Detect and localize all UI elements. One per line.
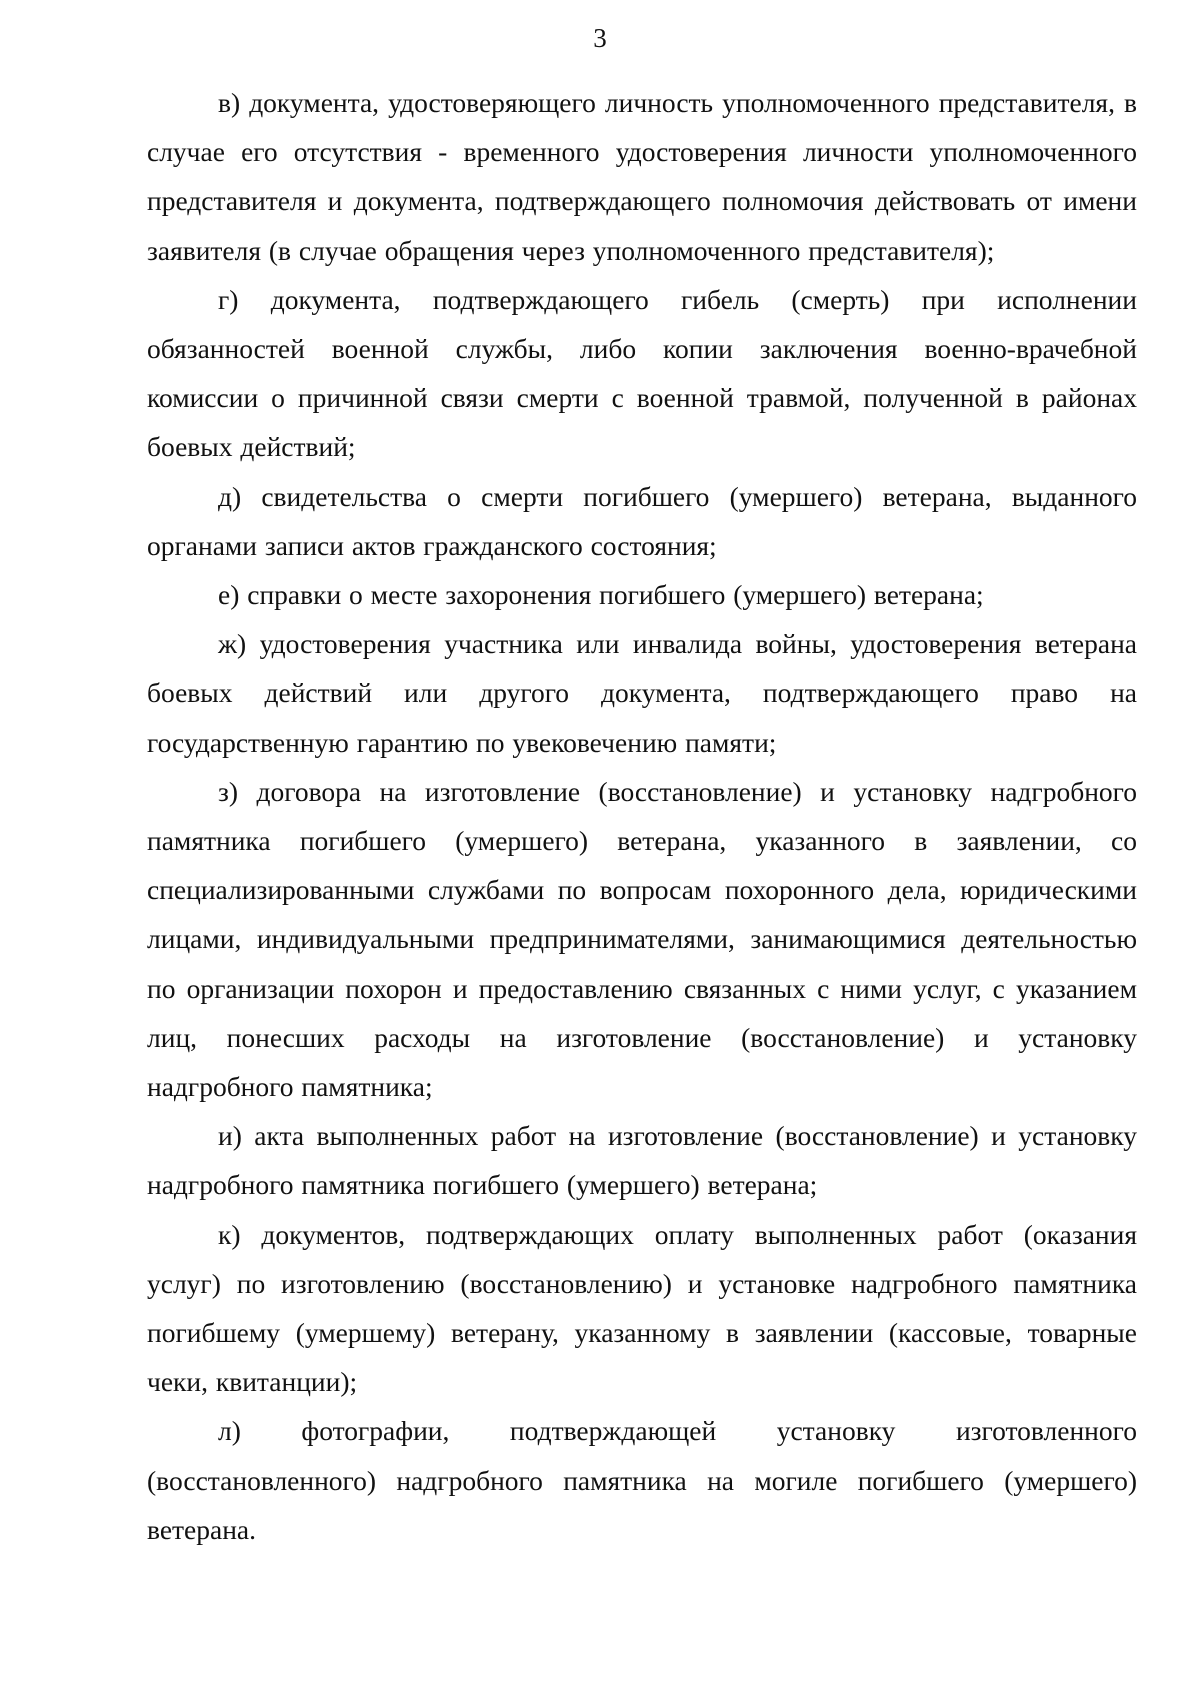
list-item-l: л) фотографии, подтверждающей установку изготовленного (восстановленного) надгробного памятника на могиле погибшего (умершего) ветерана. (147, 1415, 1137, 1545)
list-item-g: г) документа, подтверждающего гибель (смерть) при исполнении обязанностей военной службы, либо копии заключения военно-врачебной комиссии о причинной связи смерти с военной травмой, полученной в районах боевых действий; (147, 283, 1137, 463)
list-item-z: з) договора на изготовление (восстановление) и установку надгробного памятника погибшего (умершего) ветерана, указанного в заявлении, со специализированными службами по вопросам похоронного дела, юридическими лицами, индивидуальными предпринимателями, занимающимися деятельностью по организации похорон и предоставлению связанных с ними услуг, с указанием лиц, понесших расходы на изготовление (восстановление) и установку надгробного памятника; (147, 775, 1137, 1103)
list-item-v: в) документа, удостоверяющего личность уполномоченного представителя, в случае его отсутствия - временного удостоверения личности уполномоченного представителя и документа, подтверждающего полномочия действовать от имени заявителя (в случае обращения через уполномоченного представителя); (147, 87, 1137, 266)
list-item-d: д) свидетельства о смерти погибшего (умершего) ветерана, выданного органами записи актов гражданского состояния; (147, 480, 1137, 561)
list-item-e: е) справки о месте захоронения погибшего (умершего) ветерана; (218, 579, 984, 611)
list-item-k: к) документов, подтверждающих оплату выполненных работ (оказания услуг) по изготовлению (восстановлению) и установке надгробного памятника погибшему (умершему) ветерану, указанному в заявлении (кассовые, товарные чеки, квитанции); (147, 1218, 1137, 1398)
document-body (147, 78, 1137, 1554)
list-item-zh: ж) удостоверения участника или инвалида войны, удостоверения ветерана боевых действий или другого документа, подтверждающего право на государственную гарантию по увековечению памяти; (147, 628, 1137, 758)
list-item-i: и) акта выполненных работ на изготовление (восстановление) и установку надгробного памятника погибшего (умершего) ветерана; (147, 1120, 1137, 1201)
page-number: 3 (593, 23, 607, 53)
